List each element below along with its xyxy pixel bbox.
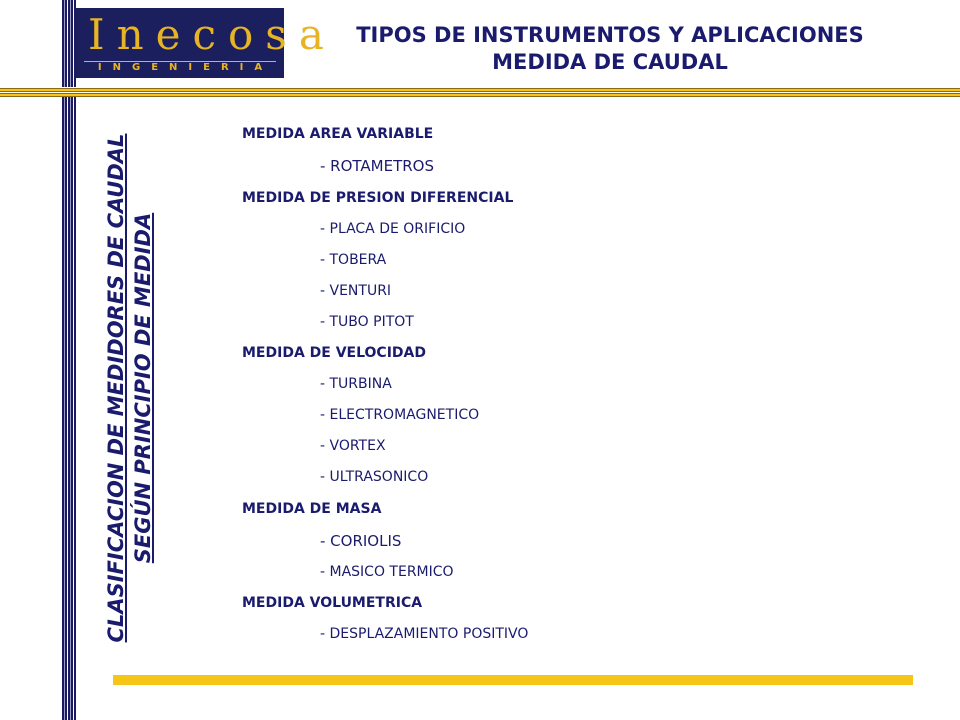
category-heading: MEDIDA VOLUMETRICA: [242, 595, 423, 611]
logo-name: Inecosa: [88, 10, 336, 59]
title-line-2: MEDIDA DE CAUDAL: [492, 50, 728, 74]
list-item: - TURBINA: [320, 376, 392, 392]
title-line-1: TIPOS DE INSTRUMENTOS Y APLICACIONES: [356, 23, 864, 47]
footer-accent-bar: [113, 675, 913, 685]
list-item: - CORIOLIS: [320, 532, 402, 550]
side-title-line-1: CLASIFICACION DE MEDIDORES DE CAUDAL: [104, 133, 128, 643]
side-title-line-2: SEGÚN PRINCIPIO DE MEDIDA: [131, 212, 155, 564]
list-item: - DESPLAZAMIENTO POSITIVO: [320, 626, 529, 642]
list-item: - ULTRASONICO: [320, 469, 429, 485]
list-item: - TOBERA: [320, 252, 387, 268]
list-item: - MASICO TERMICO: [320, 564, 454, 580]
list-item: - ELECTROMAGNETICO: [320, 407, 480, 423]
list-item: - VORTEX: [320, 438, 386, 454]
list-item: - VENTURI: [320, 283, 392, 299]
list-item: - TUBO PITOT: [320, 314, 414, 330]
category-heading: MEDIDA DE MASA: [242, 501, 382, 517]
category-heading: MEDIDA DE PRESION DIFERENCIAL: [242, 190, 514, 206]
category-heading: MEDIDA DE VELOCIDAD: [242, 345, 426, 361]
logo-subtitle: INGENIERIA: [97, 62, 274, 73]
list-item: - ROTAMETROS: [320, 157, 435, 175]
list-item: - PLACA DE ORIFICIO: [320, 221, 466, 237]
category-heading: MEDIDA AREA VARIABLE: [242, 126, 434, 142]
